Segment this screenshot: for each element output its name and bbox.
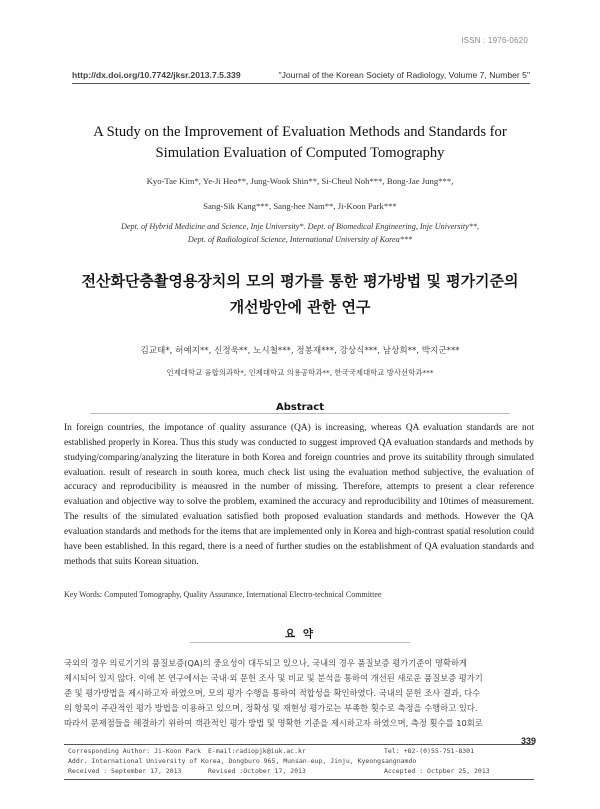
accepted-date: Accepted : Octpber 25, 2013	[384, 766, 490, 775]
footer-info-box	[64, 744, 534, 780]
affiliations-ko: 인제대학교 융합의과학*, 인제대학교 의용공학과**, 한국국제대학교 방사선학과***	[166, 368, 434, 377]
paper-title-ko-line1: 전산화단층촬영용장치의 모의 평가를 통한 평가방법 및 평가기준의	[81, 272, 519, 290]
received-date: Received : September 17, 2013	[68, 766, 182, 775]
abstract-text: In foreign countries, the impotance of quality assurance (QA) is increasing, whereas QA evaluation standards are not established properly in Korea. Thus this study was conducted to suggest improved QA evaluation standards and methods by studying/comparing/analyzing the literature in both Korea and foreign countries and prove its suitability through simulated evaluation. result of research in south korea, much check list using the evaluation method subjective, the evaluation of accuracy and reproducibility is meausred in the number of missing. Therefore, attempts to present a clear reference evaluation and objective way to solve the problem, examined the accuracy and reproducibility and 10times of measurement. The results of the simulated evaluation satisfied both proposed evaluation standards and methods. However the QA evaluation standards and methods for the items that are implemented only in Korea and high-contrast spatial resolution could have been established. In this regard, there is a need of further studies on the establishment of QA evaluation standards and methods that suits Korean situation.	[64, 423, 534, 567]
summary-rule	[190, 642, 410, 643]
author-email[interactable]: E-mail:radiopjk@iuk.ac.kr	[208, 747, 306, 755]
paper-title-en	[60, 122, 540, 164]
paper-title-en-line1: A Study on the Improvement of Evaluation Methods and Standards for	[93, 124, 507, 140]
author-address: Addr. International University of Korea, Dongburo 965, Munsan-eup, Jinju, Kyeongsangnamdo	[68, 756, 417, 765]
summary-ko-heading: 요 약	[285, 628, 315, 640]
summary-ko-line: 따라서 문제점들을 해결하기 위하여 객관적인 평가 방법 및 명확한 기준을 제시하고자 하였으며, 측정 횟수를 10회로	[64, 717, 483, 728]
page-number: 339	[520, 736, 536, 746]
header-rule	[72, 83, 530, 84]
summary-ko-line: 제시되어 있지 않다. 이에 본 연구에서는 국내·외 문헌 조사 및 비교 및 분석을 통하여 개선된 새로운 품질보증 평가기	[64, 672, 483, 683]
author-tel: Tel: +82-(0)55-751-8301	[384, 747, 475, 755]
summary-ko-line: 국외의 경우 의료기기의 품질보증(QA)의 중요성이 대두되고 있으나, 국내의 경우 품질보증 평가기준이 명확하게	[64, 658, 467, 668]
abstract-rule	[90, 413, 510, 414]
abstract-heading: Abstract	[275, 402, 325, 413]
paper-title-en-line2: Simulation Evaluation of Computed Tomography	[155, 145, 445, 161]
paper-title-ko-line2: 개선방안에 관한 연구	[229, 298, 371, 316]
summary-ko-line: 준 및 평가방법을 제시하고자 하였으며, 모의 평가 수행을 통하여 적합성을 확인하였다. 국내의 문헌 조사 결과, 다수	[64, 687, 481, 698]
affiliations-en-line1: Dept. of Hybrid Medicine and Science, Inje University*. Dept. of Biomedical Engineering, Inje University**,	[120, 222, 480, 231]
revised-date: Revised :October 17, 2013	[208, 766, 306, 775]
issn-label: ISSN : 1976-0620	[461, 36, 528, 45]
authors-en-line1: Kyo-Tae Kim*, Ye-Ji Heo**, Jung-Wook Shin**, Si-Cheul Noh***, Bong-Jae Jung***,	[146, 176, 454, 186]
affiliations-en-line2: Dept. of Radiological Science, International University of Korea***	[187, 235, 413, 244]
doi-link[interactable]: http://dx.doi.org/10.7742/jksr.2013.7.5.339	[72, 70, 241, 80]
summary-ko-line: 의 항목이 주관적인 평가 방법을 이용하고 있으며, 정확성 및 재현성 평가로는 부족한 횟수로 측정을 수행하고 있다.	[64, 702, 478, 713]
keywords: Key Words: Computed Tomography, Quality Assurance, International Electro-technical Committee	[64, 590, 382, 599]
authors-en-line2: Sang-Sik Kang***, Sang-hee Nam**, Ji-Koon Park***	[203, 201, 397, 211]
footer-row-address	[68, 757, 530, 767]
journal-citation: "Journal of the Korean Society of Radiology, Volume 7, Number 5"	[278, 70, 530, 80]
authors-ko: 김교태*, 허예지**, 신정욱**, 노시철***, 정봉재***, 강상식***, 남상희**, 박지군***	[140, 346, 460, 356]
footer-row-contact	[68, 747, 530, 757]
corresponding-author: Corresponding Author: Ji-Koon Park	[68, 747, 202, 755]
footer-row-dates	[68, 767, 530, 777]
summary-ko-text	[64, 656, 534, 731]
